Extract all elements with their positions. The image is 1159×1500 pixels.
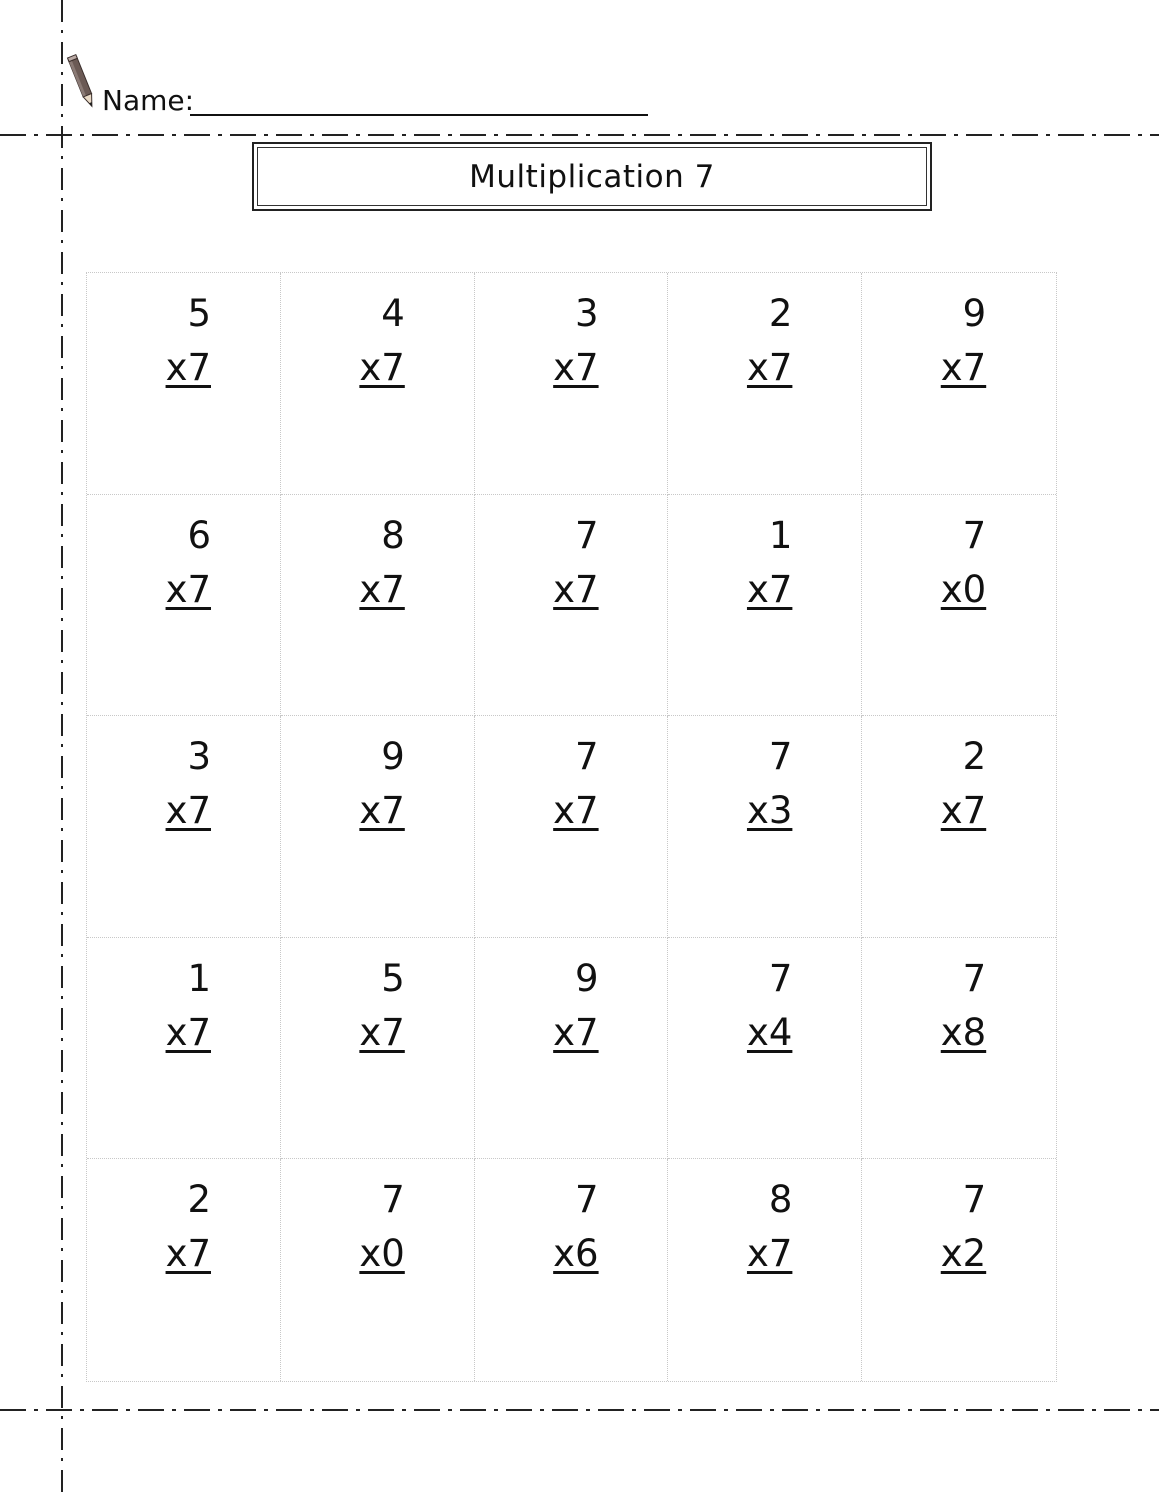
problem-top-number: 7 xyxy=(962,956,987,1000)
problem-top-number: 7 xyxy=(962,513,987,557)
problem-multiplier: x7 xyxy=(359,567,405,611)
problem-multiplier: x7 xyxy=(746,1232,793,1276)
problem-cell[interactable] xyxy=(475,495,669,717)
problem-top-number: 2 xyxy=(768,292,793,335)
problem-top-number: 7 xyxy=(962,1178,987,1222)
problem-cell[interactable] xyxy=(87,495,281,717)
problem-top-number: 9 xyxy=(962,292,987,335)
problem-multiplier: x7 xyxy=(746,567,793,611)
problem-multiplier: x7 xyxy=(359,346,405,389)
problem-cell[interactable] xyxy=(281,273,475,495)
margin-guide-top xyxy=(0,134,1159,136)
problem-cell[interactable] xyxy=(668,1159,862,1381)
problem-top-number: 7 xyxy=(575,513,599,557)
problem-cell[interactable] xyxy=(281,495,475,717)
name-label: Name: xyxy=(102,84,195,117)
problem-multiplier: x7 xyxy=(165,1232,211,1276)
problem-top-number: 5 xyxy=(381,956,405,1000)
problem-multiplier: x8 xyxy=(940,1010,987,1054)
problem-cell[interactable] xyxy=(475,716,669,938)
problem-cell[interactable] xyxy=(87,716,281,938)
problem-top-number: 8 xyxy=(768,1178,793,1222)
problem-cell[interactable] xyxy=(862,938,1056,1160)
problem-multiplier: x7 xyxy=(553,1010,599,1054)
problem-multiplier: x7 xyxy=(940,346,987,389)
problem-top-number: 8 xyxy=(381,513,405,557)
problem-cell[interactable] xyxy=(87,938,281,1160)
problem-cell[interactable] xyxy=(281,938,475,1160)
name-row xyxy=(66,52,666,122)
problem-cell[interactable] xyxy=(87,1159,281,1381)
problem-multiplier: x7 xyxy=(165,1010,211,1054)
problem-multiplier: x4 xyxy=(746,1010,793,1054)
problem-multiplier: x0 xyxy=(359,1232,405,1276)
problem-top-number: 9 xyxy=(575,956,599,1000)
problem-cell[interactable] xyxy=(862,1159,1056,1381)
problem-cell[interactable] xyxy=(668,273,862,495)
problem-cell[interactable] xyxy=(862,495,1056,717)
problem-multiplier: x3 xyxy=(746,789,793,833)
problem-grid xyxy=(86,272,1057,1382)
problem-top-number: 9 xyxy=(381,735,405,779)
page-title: Multiplication 7 xyxy=(469,158,715,195)
problem-top-number: 7 xyxy=(381,1178,405,1222)
problem-top-number: 1 xyxy=(768,513,793,557)
problem-multiplier: x7 xyxy=(165,789,211,833)
problem-cell[interactable] xyxy=(475,1159,669,1381)
problem-top-number: 1 xyxy=(187,956,211,1000)
pencil-icon xyxy=(66,52,100,114)
problem-multiplier: x7 xyxy=(553,567,599,611)
problem-multiplier: x7 xyxy=(746,346,793,389)
problem-multiplier: x7 xyxy=(165,567,211,611)
problem-top-number: 2 xyxy=(187,1178,211,1222)
problem-top-number: 4 xyxy=(381,292,405,335)
problem-multiplier: x0 xyxy=(940,567,987,611)
problem-cell[interactable] xyxy=(862,273,1056,495)
problem-cell[interactable] xyxy=(281,1159,475,1381)
problem-top-number: 7 xyxy=(575,1178,599,1222)
problem-top-number: 3 xyxy=(575,292,599,335)
problem-multiplier: x7 xyxy=(553,789,599,833)
problem-multiplier: x2 xyxy=(940,1232,987,1276)
problem-top-number: 2 xyxy=(962,735,987,779)
problem-multiplier: x7 xyxy=(940,789,987,833)
problem-multiplier: x6 xyxy=(553,1232,599,1276)
problem-top-number: 7 xyxy=(768,956,793,1000)
problem-cell[interactable] xyxy=(668,495,862,717)
problem-cell[interactable] xyxy=(87,273,281,495)
problem-top-number: 6 xyxy=(187,513,211,557)
problem-multiplier: x7 xyxy=(359,789,405,833)
margin-guide-vertical xyxy=(61,0,63,1500)
problem-top-number: 7 xyxy=(768,735,793,779)
problem-multiplier: x7 xyxy=(359,1010,405,1054)
problem-cell[interactable] xyxy=(668,938,862,1160)
problem-multiplier: x7 xyxy=(553,346,599,389)
problem-top-number: 3 xyxy=(187,735,211,779)
problem-cell[interactable] xyxy=(862,716,1056,938)
problem-cell[interactable] xyxy=(668,716,862,938)
problem-top-number: 5 xyxy=(187,292,211,335)
problem-cell[interactable] xyxy=(281,716,475,938)
problem-cell[interactable] xyxy=(475,273,669,495)
title-box xyxy=(252,142,932,211)
margin-guide-bottom xyxy=(0,1409,1159,1411)
problem-cell[interactable] xyxy=(475,938,669,1160)
problem-multiplier: x7 xyxy=(165,346,211,389)
problem-top-number: 7 xyxy=(575,735,599,779)
name-write-line[interactable] xyxy=(190,114,648,116)
